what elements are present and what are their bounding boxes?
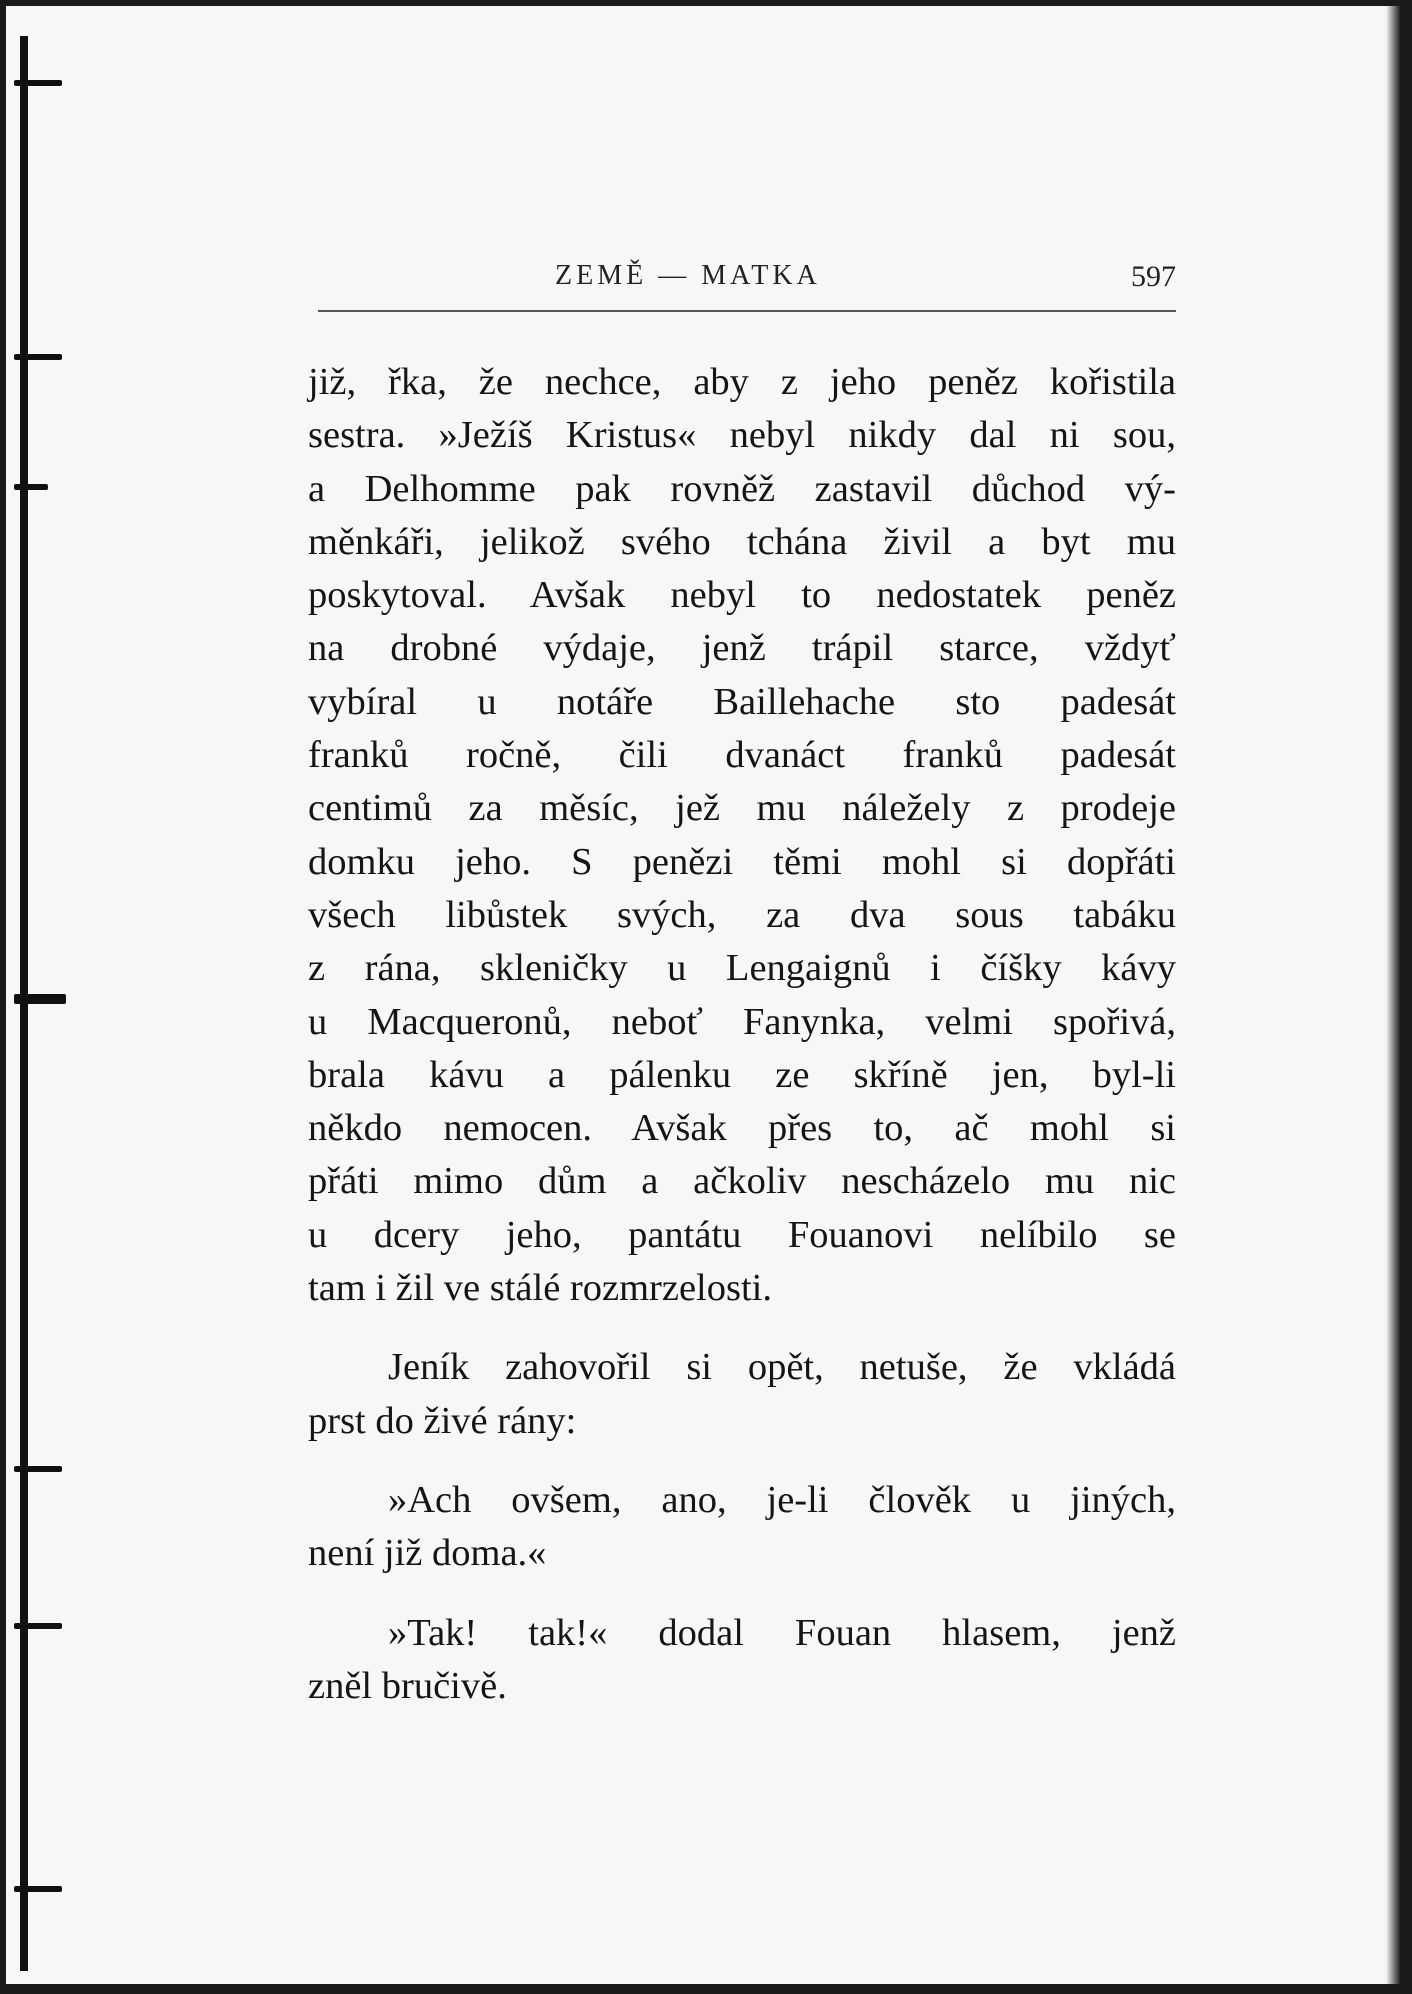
text-line: u dcery jeho, pantátu Fouanovi nelíbilo se bbox=[308, 1213, 1176, 1256]
binding-stitch bbox=[14, 1623, 62, 1629]
binding-stitch bbox=[14, 80, 62, 86]
text-line: někdo nemocen. Avšak přes to, ač mohl si bbox=[308, 1107, 1176, 1150]
paragraph bbox=[308, 1607, 1176, 1714]
book-page bbox=[6, 6, 1400, 1984]
text-line: měnkáři, jelikož svého tchána živil a byt mu bbox=[308, 520, 1176, 563]
text-line: vybíral u notáře Baillehache sto padesát bbox=[308, 680, 1176, 723]
text-line: poskytoval. Avšak nebyl to nedostatek peněz bbox=[308, 574, 1176, 617]
text-line: z rána, skleničky u Lengaignů i číšky kávy bbox=[308, 947, 1176, 990]
text-line: Jeník zahovořil si opět, netuše, že vkládá bbox=[388, 1346, 1176, 1389]
text-line: »Tak! tak!« dodal Fouan hlasem, jenž bbox=[388, 1611, 1176, 1654]
paragraph bbox=[308, 356, 1176, 1315]
text-line: tam i žil ve stálé rozmrzelosti. bbox=[308, 1267, 772, 1310]
text-line: všech libůstek svých, za dva sous tabáku bbox=[308, 893, 1176, 936]
text-line: zněl bručivě. bbox=[308, 1664, 507, 1707]
binding-stitch bbox=[14, 1886, 62, 1892]
binding-stitch bbox=[14, 994, 66, 1004]
binding-stitch bbox=[14, 354, 62, 360]
text-line: na drobné výdaje, jenž trápil starce, vždyť bbox=[308, 627, 1176, 670]
header-rule bbox=[318, 310, 1176, 312]
paragraph bbox=[308, 1474, 1176, 1581]
page-header bbox=[318, 256, 1176, 304]
running-head: ZEMĚ — MATKA bbox=[555, 260, 821, 291]
text-line: a Delhomme pak rovněž zastavil důchod vý- bbox=[308, 467, 1176, 510]
text-line: domku jeho. S penězi těmi mohl si dopřáti bbox=[308, 840, 1176, 883]
page-right-edge bbox=[1386, 6, 1400, 1984]
text-line: u Macqueronů, neboť Fanynka, velmi spořivá, bbox=[308, 1000, 1176, 1043]
text-line: centimů za měsíc, jež mu náležely z prodeje bbox=[308, 787, 1176, 830]
text-line: sestra. »Ježíš Kristus« nebyl nikdy dal ni sou, bbox=[308, 414, 1176, 457]
binding-stitch bbox=[14, 484, 48, 490]
page-number: 597 bbox=[1131, 260, 1176, 293]
text-line: přáti mimo dům a ačkoliv nescházelo mu nic bbox=[308, 1160, 1176, 1203]
paragraph bbox=[308, 1341, 1176, 1448]
binding-stitch bbox=[14, 1466, 62, 1472]
text-line: »Ach ovšem, ano, je-li člověk u jiných, bbox=[388, 1478, 1176, 1521]
text-line: franků ročně, čili dvanáct franků padesát bbox=[308, 734, 1176, 777]
text-line: není již doma.« bbox=[308, 1532, 547, 1575]
text-line: již, řka, že nechce, aby z jeho peněz kořistila bbox=[308, 361, 1176, 403]
body-text bbox=[308, 356, 1176, 1739]
text-line: prst do živé rány: bbox=[308, 1399, 577, 1442]
text-line: brala kávu a pálenku ze skříně jen, byl-li bbox=[308, 1053, 1176, 1096]
